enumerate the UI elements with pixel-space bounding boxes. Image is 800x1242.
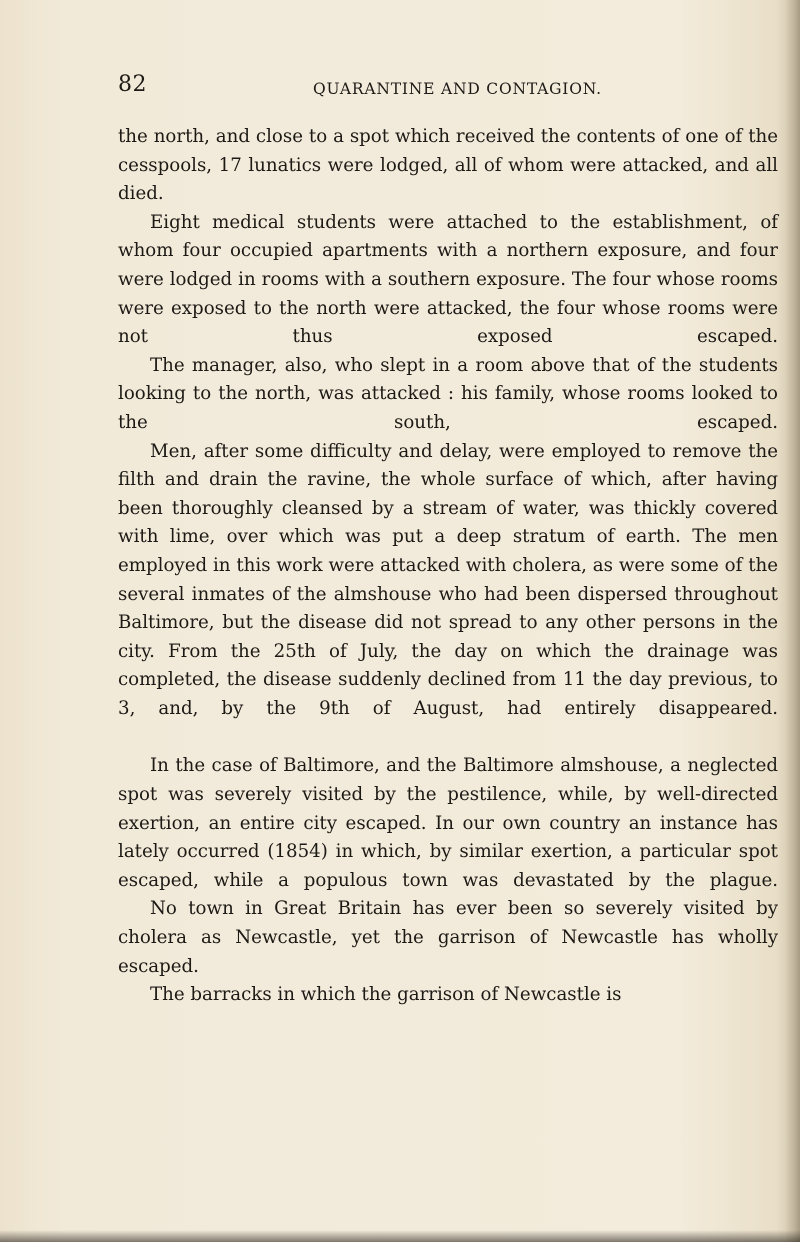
- page-edge-shadow: [786, 0, 800, 1242]
- paragraph-6: No town in Great Britain has ever been so severely visited by cholera as Newcastle, yet the garrison of Newcastle has wholly escaped.: [118, 898, 778, 977]
- page-header: [118, 72, 778, 110]
- paragraph-3: The manager, also, who slept in a room above that of the students looking to the north, was attacked : his family, whose rooms looked to the south, escaped.: [118, 354, 778, 433]
- running-title: QUARANTINE AND CONTAGION.: [313, 80, 602, 98]
- paragraph-1: the north, and close to a spot which received the contents of one of the cesspools, 17 lunatics were lodged, all of whom were attacked, and all died.: [118, 126, 778, 205]
- paragraph-7: The barracks in which the garrison of Newcastle is: [150, 984, 622, 1006]
- bottom-shadow: [0, 1230, 800, 1242]
- body-text: [118, 123, 778, 1010]
- paragraph-2: Eight medical students were attached to the establishment, of whom four occupied apartments with a northern exposure, and four were lodged in rooms with a southern exposure. The four whose rooms were exposed to the north were attacked, the four whose rooms were not thus exposed escaped.: [118, 211, 778, 348]
- paragraph-5: In the case of Baltimore, and the Baltimore almshouse, a neglected spot was severely visited by the pestilence, while, by well-directed exertion, an entire city escaped. In our own country an instance has lately occurred (1854) in which, by similar exertion, a particular spot escaped, while a populous town was devastated by the plague.: [118, 755, 778, 891]
- page-number: 82: [118, 72, 147, 97]
- paragraph-4: Men, after some difficulty and delay, were employed to remove the filth and drain the ravine, the whole surface of which, after having been thoroughly cleansed by a stream of water, was thickly covered with lime, over which was put a deep stratum of earth. The men employed in this work were attacked with cholera, as were some of the several inmates of the almshouse who had been dispersed throughout Baltimore, but the disease did not spread to any other persons in the city. From the 25th of July, the day on which the drainage was completed, the disease suddenly declined from 11 the day previous, to 3, and, by the 9th of August, had entirely disappeared.: [118, 440, 778, 719]
